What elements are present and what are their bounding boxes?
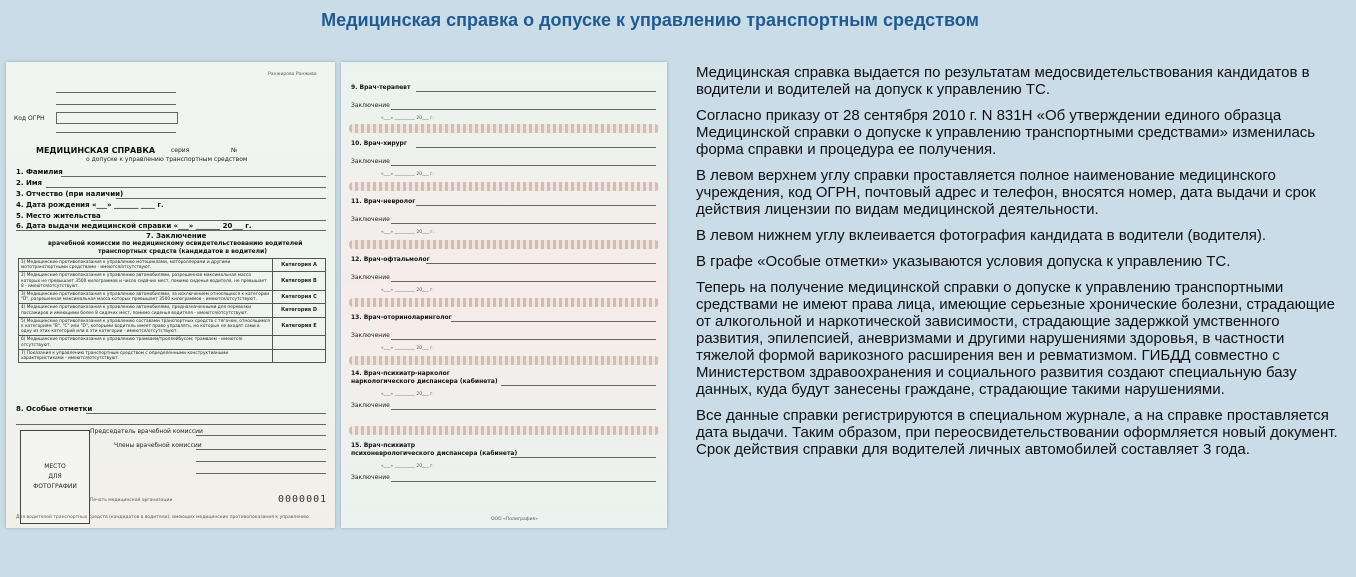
print-footer: ООО «Полиграфия» [491, 517, 538, 522]
form-subtitle: о допуске к управлению транспортным средством [86, 156, 248, 163]
table-row: 2) Медицинские противопоказания к управлению автомобилями, разрешенная максимальная масса которых не превышает 3500 килограммов и число сидячих мест, помимо сиденья водителя, не превышает 8 - имеются/отсутствуют. Категория В [19, 272, 326, 291]
table-row: 5) Медицинские противопоказания к управлению составами транспортных средств с тягачом, относящимся к категориям "В", "С" или "D", которыми водитель имеет право управлять, но которые не входят сами в одну из этих категорий или в эти категории - имеются/отсутствуют. Категория Е [19, 317, 326, 336]
table-row: 7) Показания к управлению транспортным средством с определенными конструктивными характеристиками - имеются/отсутствуют. [19, 349, 326, 362]
paragraph: В графе «Особые отметки» указываются условия допуска к управлению ТС. [696, 253, 1231, 270]
header-org: Ранжирова Ранжива [268, 72, 317, 77]
field-birthdate: 4. Дата рождения «___» _______ ____ г. [16, 201, 164, 209]
description-text [696, 64, 1344, 467]
ogrn-label: Код ОГРН [14, 115, 45, 122]
special-marks-label: 8. Особые отметки [16, 405, 93, 413]
conclusion-sub1: врачебной комиссии по медицинскому освидетельствованию водителей [48, 240, 303, 247]
page-title: Медицинская справка о допуске к управлению транспортным средством [321, 10, 979, 30]
table-row: 4) Медицинские противопоказания к управлению автомобилями, предназначенными для перевозки пассажиров и имеющими более 8 сидячих мест, помимо сиденья водителя - имеются/отсутствуют. Категория D [19, 304, 326, 317]
members-label: Члены врачебной комиссии [114, 442, 202, 449]
categories-table [18, 258, 326, 363]
paragraph: Согласно приказу от 28 сентября 2010 г. N 831Н «Об утверждении единого образца Медицинской справки о допуске к управлению транспортными средствами» изменилась форма справки и процедура ее получения. [696, 107, 1316, 158]
certificate-back-image: 9. Врач-терапевт Заключение «___» _________ 20___ г. 10. Врач-хирург Заключение «___» _________ 20___ г. 11. Врач-невролог Заключение «___» _________ 20___ г. 12. Врач-офтальмолог Заключение «___» _________ 20___ г. 13. Врач-оториноларинголог Заключение «___» _________ 20___ г. 14. Врач-психиатр-нарколог наркологического диспансера (кабинета) «___» _________ 20___ г. Заключение 15. Врач-психиатр психоневрологического диспансера (кабинета) «___» _________ 20___ г. Заключение ООО «Полиграфия» [341, 62, 667, 528]
form-title: МЕДИЦИНСКАЯ СПРАВКА [36, 146, 156, 155]
table-row: 6) Медицинские противопоказания к управлению трамваем/троллейбусом; трамваем - имеются/отсутствуют. [19, 336, 326, 349]
series-label: серия [171, 147, 190, 154]
paragraph: Все данные справки регистрируются в специальном журнале, а на справке проставляется дата выдачи. Таким образом, при переосвидетельствовании оформляется новый документ. Срок действия справки для водителей личных автомобилей составляет 3 года. [696, 407, 1338, 458]
chair-label: Председатель врачебной комиссии [90, 428, 203, 435]
footnote: Для водителей транспортных средств (кандидатов в водители), имеющих медицинские противопоказания к управлению [16, 515, 309, 520]
number-label: № [231, 147, 238, 154]
field-patronymic: 3. Отчество (при наличии) [16, 190, 124, 198]
conclusion-sub2: транспортных средств (кандидатов в водители) [98, 248, 267, 255]
field-surname: 1. Фамилия [16, 168, 63, 176]
field-issue-date: 6. Дата выдачи медицинской справки «___» _______ 20___ г. [16, 222, 252, 230]
paragraph: Теперь на получение медицинской справки о допуске к управлению транспортными средствами не имеют права лица, имеющие серьезные хронические болезни, страдающие от алкогольной и наркотической зависимости, страдающие задержкой умственного развития, эпилепсией, аневризмами и другими нарушениями здоровья, в частности тяжелой формой варикозного расширения вен и ревматизмом. ГИБДД совместно с Министерством здравоохранения и социального развития создают специальную базу данных, куда будут занесены граждане, страдающие такими нарушениями. [696, 279, 1335, 398]
ogrn-boxes [56, 112, 178, 124]
certificate-front-image [6, 62, 335, 528]
conclusion-title: 7. Заключение [146, 232, 207, 240]
field-name: 2. Имя [16, 179, 43, 187]
paragraph: Медицинская справка выдается по результатам медосвидетельствования кандидатов в водители и водителей на допуск к управлению ТС. [696, 64, 1310, 98]
stamp-label: Печать медицинской организации [90, 498, 173, 503]
field-residence: 5. Место жительства [16, 212, 101, 220]
paragraph: В левом нижнем углу вклеивается фотография кандидата в водители (водителя). [696, 227, 1267, 244]
photo-placeholder: МЕСТО ДЛЯ ФОТОГРАФИИ [20, 430, 90, 524]
table-row: 3) Медицинские противопоказания к управлению автомобилями, за исключением относящихся к категории "D", разрешенная максимальная масса которых превышает 3500 килограммов - имеются/отсутствуют. Категория С [19, 291, 326, 304]
serial-number: 0000001 [278, 494, 328, 505]
paragraph: В левом верхнем углу справки проставляется полное наименование медицинского учреждения, код ОГРН, почтовый адрес и телефон, вносятся номер, дата выдачи и срок действия лицензии по видам медицинской деятельности. [696, 167, 1316, 218]
table-row: 1) Медицинские противопоказания к управлению мотоциклами, мотороллерами и другими мототранспортными средствами - имеются/отсутствуют. Категория А [19, 259, 326, 272]
